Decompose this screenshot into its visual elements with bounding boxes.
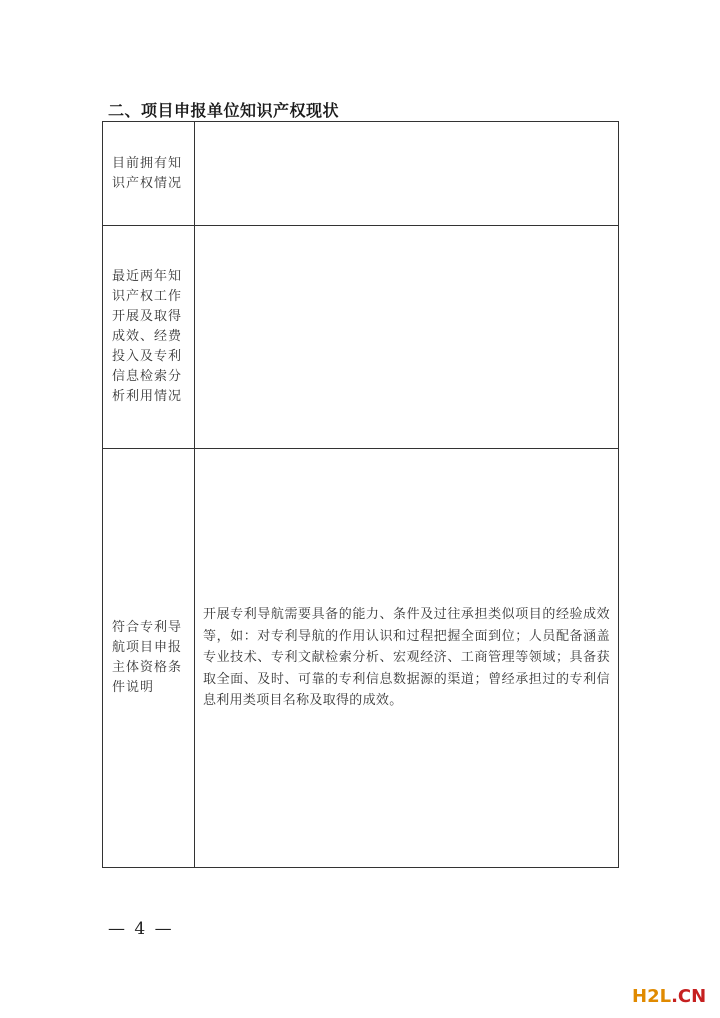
watermark-part-1: H2L bbox=[632, 986, 672, 1007]
watermark-part-2: .CN bbox=[671, 986, 707, 1007]
section-title: 二、项目申报单位知识产权现状 bbox=[108, 101, 340, 120]
row-content-recent-work[interactable] bbox=[195, 226, 619, 449]
site-watermark-logo bbox=[632, 986, 706, 1007]
table-row bbox=[103, 226, 619, 449]
row-label-recent-work: 最近两年知识产权工作开展及取得成效、经费投入及专利信息检索分析利用情况 bbox=[103, 226, 195, 449]
row-content-eligibility[interactable]: 开展专利导航需要具备的能力、条件及过往承担类似项目的经验成效等，如：对专利导航的作用认识和过程把握全面到位；人员配备涵盖专业技术、专利文献检索分析、宏观经济、工商管理等领域；具备获取全面、及时、可靠的专利信息数据源的渠道；曾经承担过的专利信息利用类项目名称及取得的成效。 bbox=[195, 449, 619, 868]
table-row bbox=[103, 449, 619, 868]
table-row bbox=[103, 122, 619, 226]
row-content-current-ip[interactable] bbox=[195, 122, 619, 226]
page-number: — 4 — bbox=[108, 919, 174, 939]
ip-status-table bbox=[102, 121, 619, 868]
row-label-eligibility: 符合专利导航项目申报主体资格条件说明 bbox=[103, 449, 195, 868]
row-label-current-ip: 目前拥有知识产权情况 bbox=[103, 122, 195, 226]
